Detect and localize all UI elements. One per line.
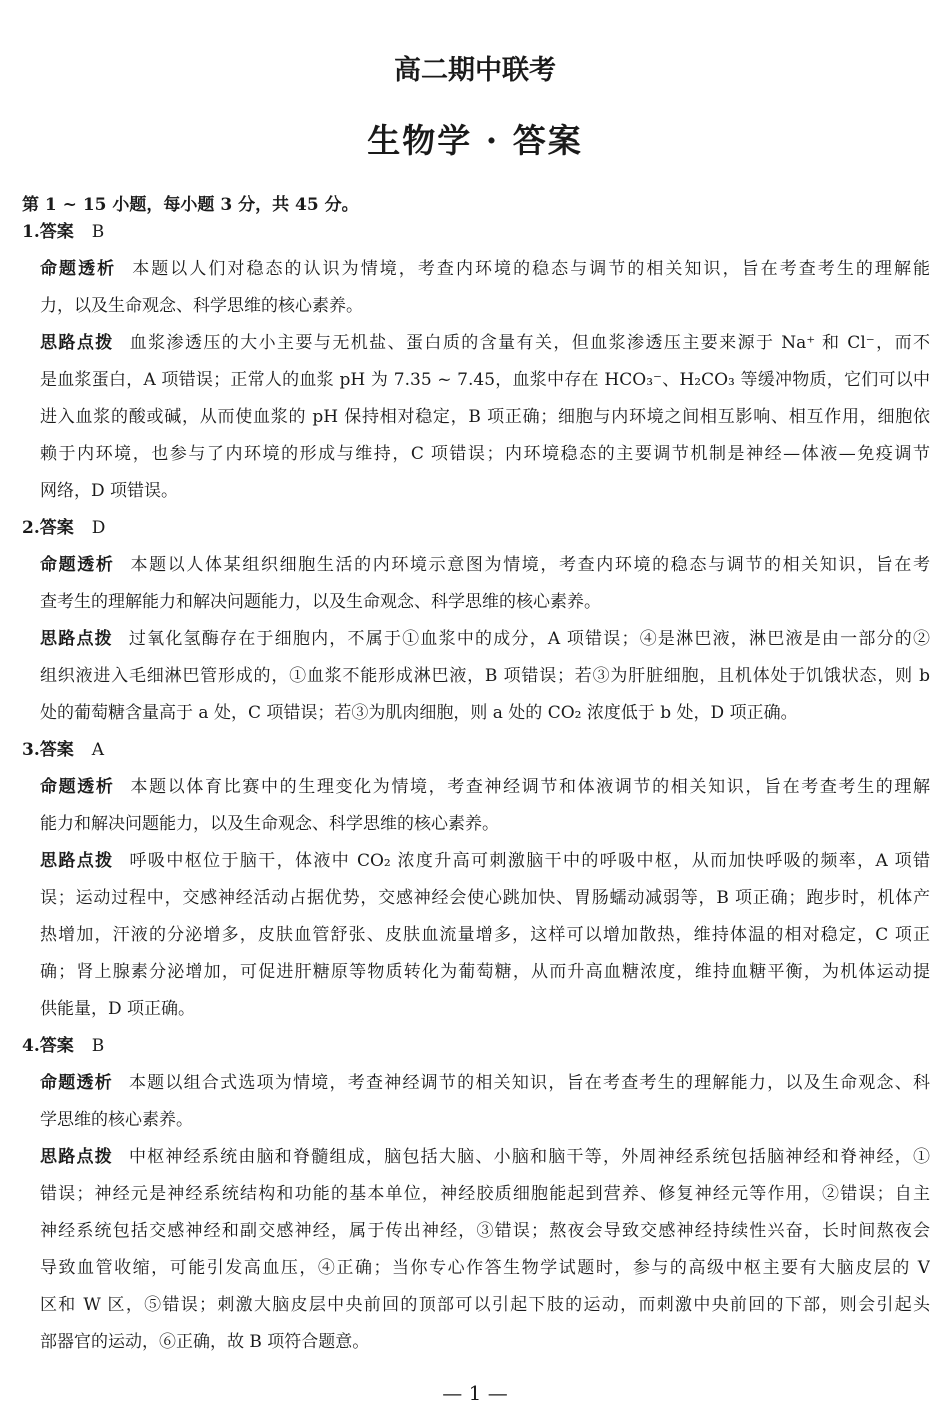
analysis-line bbox=[40, 251, 930, 288]
answer-section bbox=[0, 732, 950, 1028]
answer-heading bbox=[22, 1036, 74, 1056]
reasoning-line bbox=[40, 436, 930, 473]
reasoning-label: 思路点拨 bbox=[40, 1147, 113, 1167]
analysis-line bbox=[40, 584, 930, 621]
reasoning-text: 赖于内环境，也参与了内环境的形成与维持，C 项错误；内环境稳态的主要调节机制是神经—体液—免疫调节 bbox=[40, 444, 930, 464]
question-number: 4. bbox=[22, 1036, 40, 1056]
reasoning-text: 错误；神经元是神经系统结构和功能的基本单位，神经胶质细胞能起到营养、修复神经元等作用，②错误；自主 bbox=[40, 1184, 930, 1204]
reasoning-text: 热增加，汗液的分泌增多，皮肤血管舒张、皮肤血流量增多，这样可以增加散热，维持体温的相对稳定，C 项正 bbox=[40, 925, 930, 945]
reasoning-text: 呼吸中枢位于脑干，体液中 CO₂ 浓度升高可刺激脑干中的呼吸中枢，从而加快呼吸的频率，A 项错 bbox=[129, 851, 930, 871]
reasoning-text: 过氧化氢酶存在于细胞内，不属于①血浆中的成分，A 项错误；④是淋巴液，淋巴液是由一部分的② bbox=[128, 629, 930, 649]
answer-header bbox=[0, 1028, 950, 1065]
answer-choice: D bbox=[91, 518, 106, 538]
analysis-line bbox=[40, 547, 930, 584]
reasoning-line bbox=[40, 843, 930, 880]
analysis-text: 能力和解决问题能力，以及生命观念、科学思维的核心素养。 bbox=[40, 814, 499, 834]
analysis-label: 命题透析 bbox=[40, 1073, 113, 1093]
reasoning-line bbox=[40, 1250, 930, 1287]
page-number: — 1 — bbox=[442, 1381, 508, 1405]
answer-header bbox=[0, 214, 950, 251]
analysis-text: 本题以组合式选项为情境，考查神经调节的相关知识，旨在考查考生的理解能力，以及生命观念、科 bbox=[128, 1073, 930, 1093]
reasoning-text: 是血浆蛋白，A 项错误；正常人的血浆 pH 为 7.35 ~ 7.45，血浆中存在 HCO₃⁻、H₂CO₃ 等缓冲物质，它们可以中 bbox=[40, 370, 930, 390]
reasoning-line bbox=[40, 954, 930, 991]
question-number: 1. bbox=[22, 222, 40, 242]
analysis-text: 本题以人体某组织细胞生活的内环境示意图为情境，考查内环境的稳态与调节的相关知识，旨在考 bbox=[130, 555, 930, 575]
reasoning-line bbox=[40, 1324, 930, 1361]
reasoning-line bbox=[40, 991, 930, 1028]
reasoning-text: 确；肾上腺素分泌增加，可促进肝糖原等物质转化为葡萄糖，从而升高血糖浓度，维持血糖平衡，为机体运动提 bbox=[40, 962, 930, 982]
reasoning-line bbox=[40, 658, 930, 695]
reasoning-text: 区和 W 区，⑤错误；刺激大脑皮层中央前回的顶部可以引起下肢的运动，而刺激中央前回的下部，则会引起头 bbox=[40, 1295, 930, 1315]
reasoning-line bbox=[40, 880, 930, 917]
answer-header bbox=[0, 510, 950, 547]
answer-choice: B bbox=[91, 1036, 105, 1056]
answer-heading bbox=[22, 222, 74, 242]
reasoning-text: 中枢神经系统由脑和脊髓组成，脑包括大脑、小脑和脑干等，外周神经系统包括脑神经和脊神经，① bbox=[128, 1147, 930, 1167]
reasoning-line bbox=[40, 917, 930, 954]
reasoning-line bbox=[40, 362, 930, 399]
answer-label: 答案 bbox=[39, 740, 74, 760]
answer-choice: A bbox=[91, 740, 105, 760]
analysis-text: 查考生的理解能力和解决问题能力，以及生命观念、科学思维的核心素养。 bbox=[40, 592, 601, 612]
reasoning-line bbox=[40, 473, 930, 510]
reasoning-text: 神经系统包括交感神经和副交感神经，属于传出神经，③错误；熬夜会导致交感神经持续性兴奋，长时间熬夜会 bbox=[40, 1221, 930, 1241]
answer-section bbox=[0, 214, 950, 510]
analysis-text: 本题以人们对稳态的认识为情境，考查内环境的稳态与调节的相关知识，旨在考查考生的理解能 bbox=[132, 259, 930, 279]
answer-list bbox=[0, 214, 950, 1361]
reasoning-line bbox=[40, 695, 930, 732]
analysis-text: 力，以及生命观念、科学思维的核心素养。 bbox=[40, 296, 363, 316]
answer-header bbox=[0, 732, 950, 769]
analysis-label: 命题透析 bbox=[40, 555, 115, 575]
reasoning-text: 部器官的运动，⑥正确，故 B 项符合题意。 bbox=[40, 1332, 370, 1352]
document-subtitle: 生物学 · 答案 bbox=[367, 121, 583, 160]
analysis-line bbox=[40, 288, 930, 325]
answer-section bbox=[0, 510, 950, 732]
reasoning-line bbox=[40, 1176, 930, 1213]
reasoning-label: 思路点拨 bbox=[40, 333, 114, 353]
exam-title: 高二期中联考 bbox=[394, 55, 556, 86]
answer-label: 答案 bbox=[39, 1036, 74, 1056]
answer-label: 答案 bbox=[39, 222, 74, 242]
answer-heading bbox=[22, 740, 74, 760]
reasoning-text: 误；运动过程中，交感神经活动占据优势，交感神经会使心跳加快、胃肠蠕动减弱等，B 项正确；跑步时，机体产 bbox=[40, 888, 930, 908]
reasoning-line bbox=[40, 399, 930, 436]
analysis-label: 命题透析 bbox=[40, 259, 117, 279]
reasoning-line bbox=[40, 1213, 930, 1250]
analysis-text: 学思维的核心素养。 bbox=[40, 1110, 193, 1130]
reasoning-text: 血浆渗透压的大小主要与无机盐、蛋白质的含量有关，但血浆渗透压主要来源于 Na⁺ 和 Cl⁻，而不 bbox=[129, 333, 930, 353]
reasoning-label: 思路点拨 bbox=[40, 629, 113, 649]
answer-heading bbox=[22, 518, 74, 538]
reasoning-text: 网络，D 项错误。 bbox=[40, 481, 179, 501]
analysis-text: 本题以体育比赛中的生理变化为情境，考查神经调节和体液调节的相关知识，旨在考查考生的理解 bbox=[130, 777, 930, 797]
question-number: 2. bbox=[22, 518, 40, 538]
reasoning-text: 组织液进入毛细淋巴管形成的，①血浆不能形成淋巴液，B 项错误；若③为肝脏细胞，且机体处于饥饿状态，则 b bbox=[40, 666, 930, 686]
reasoning-text: 处的葡萄糖含量高于 a 处，C 项错误；若③为肌肉细胞，则 a 处的 CO₂ 浓度低于 b 处，D 项正确。 bbox=[40, 703, 798, 723]
reasoning-text: 进入血浆的酸或碱，从而使血浆的 pH 保持相对稳定，B 项正确；细胞与内环境之间相互影响、相互作用，细胞依 bbox=[40, 407, 930, 427]
scoring-intro: 第 1 ~ 15 小题，每小题 3 分，共 45 分。 bbox=[22, 195, 359, 215]
analysis-line bbox=[40, 1102, 930, 1139]
reasoning-line bbox=[40, 1287, 930, 1324]
reasoning-line bbox=[40, 1139, 930, 1176]
analysis-line bbox=[40, 1065, 930, 1102]
answer-choice: B bbox=[91, 222, 105, 242]
reasoning-line bbox=[40, 325, 930, 362]
analysis-line bbox=[40, 806, 930, 843]
answer-section bbox=[0, 1028, 950, 1361]
reasoning-line bbox=[40, 621, 930, 658]
reasoning-text: 供能量，D 项正确。 bbox=[40, 999, 196, 1019]
answer-label: 答案 bbox=[39, 518, 74, 538]
analysis-label: 命题透析 bbox=[40, 777, 115, 797]
reasoning-label: 思路点拨 bbox=[40, 851, 114, 871]
reasoning-text: 导致血管收缩，可能引发高血压，④正确；当你专心作答生物学试题时，参与的高级中枢主要有大脑皮层的 V bbox=[40, 1258, 930, 1278]
question-number: 3. bbox=[22, 740, 40, 760]
analysis-line bbox=[40, 769, 930, 806]
